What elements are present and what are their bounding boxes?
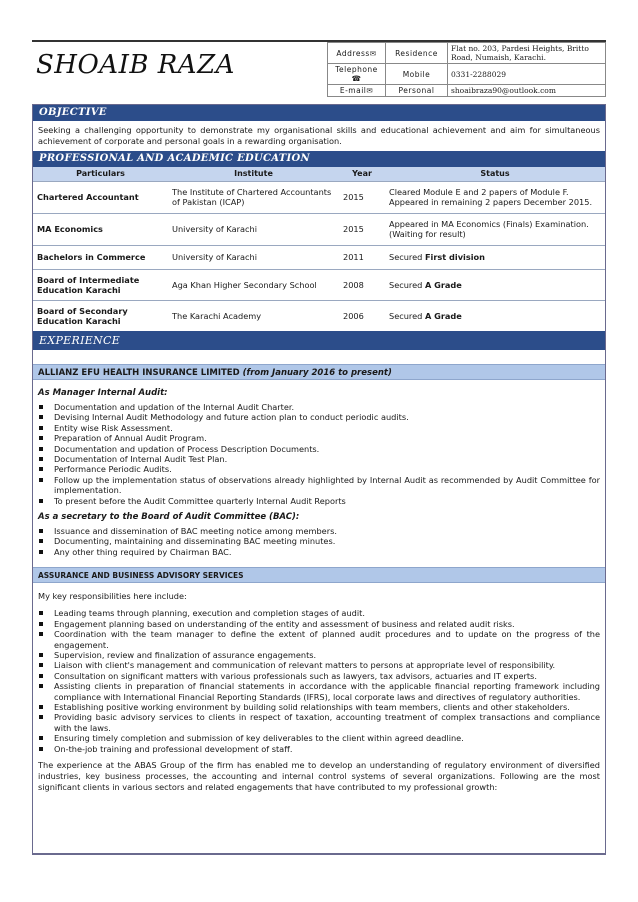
edu-particular: Chartered Accountant — [33, 181, 168, 213]
list-item: Entity wise Risk Assessment. — [38, 423, 600, 433]
list-item: Documenting, maintaining and disseminating BAC meeting minutes. — [38, 536, 600, 546]
edu-status-text: Secured — [389, 252, 425, 262]
edu-year: 2011 — [339, 245, 385, 269]
list-item: Devising Internal Audit Methodology and future action plan to conduct periodic audits. — [38, 412, 600, 422]
education-row — [33, 213, 605, 245]
list-item: Ensuring timely completion and submission of key deliverables to the client within agreed deadline. — [38, 733, 600, 743]
edu-particular: Board of Intermediate Education Karachi — [33, 269, 168, 300]
contact-key: E-mail✉ — [328, 85, 386, 97]
resume-body — [32, 104, 606, 855]
edu-particular: MA Economics — [33, 213, 168, 245]
contact-value: 0331-2288029 — [448, 64, 606, 85]
edu-status-bold: First division — [424, 252, 485, 262]
contact-row-email — [328, 85, 606, 97]
edu-institute: The Karachi Academy — [168, 300, 339, 331]
education-row — [33, 245, 605, 269]
list-item: Preparation of Annual Audit Program. — [38, 433, 600, 443]
list-item: Documentation and updation of the Internal Audit Charter. — [38, 402, 600, 412]
contact-type: Mobile — [386, 64, 448, 85]
resume-page — [32, 40, 606, 855]
edu-status-bold: A Grade — [424, 310, 462, 321]
assurance-list — [33, 606, 605, 756]
list-item: Performance Periodic Audits. — [38, 464, 600, 474]
list-item: Engagement planning based on understanding of the entity and assessment of business and related audit risks. — [38, 619, 600, 629]
edu-institute: The Institute of Chartered Accountants of Pakistan (ICAP) — [168, 181, 339, 213]
education-row — [33, 300, 605, 331]
list-item: Any other thing required by Chairman BAC. — [38, 547, 600, 557]
col-year: Year — [339, 167, 385, 181]
internal-audit-list — [33, 400, 605, 508]
contact-value: shoaibraza90@outlook.com — [448, 85, 606, 97]
candidate-name: SHOAIB RAZA — [36, 50, 235, 80]
list-item: Establishing positive working environment by building solid relationships with team members, clients and other stakeholders. — [38, 702, 600, 712]
col-particulars: Particulars — [33, 167, 168, 181]
allianz-company: ALLIANZ EFU HEALTH INSURANCE LIMITED — [38, 368, 240, 378]
list-item: Providing basic advisory services to clients in respect of taxation, accounting treatment of complex transactions and compliance with the laws. — [38, 712, 600, 733]
contact-row-address — [328, 43, 606, 64]
edu-status-bold: A Grade — [424, 279, 462, 290]
assurance-closing: The experience at the ABAS Group of the firm has enabled me to develop an understanding of regulatory environment of diversified industries, key business processes, the accounting and internal control systems of several organizations. Following are the most significant clients in various sectors and related engagements that have contributed to my professional growth: — [38, 759, 600, 792]
objective-heading: OBJECTIVE — [33, 105, 605, 121]
contact-type: Personal — [386, 85, 448, 97]
education-row — [33, 269, 605, 300]
col-status: Status — [385, 167, 605, 181]
list-item: Supervision, review and finalization of assurance engagements. — [38, 650, 600, 660]
edu-status-text: Secured — [389, 279, 425, 290]
spacer — [33, 559, 605, 567]
edu-institute: Aga Khan Higher Secondary School — [168, 269, 339, 300]
assurance-heading: ASSURANCE AND BUSINESS ADVISORY SERVICES — [33, 567, 605, 583]
allianz-heading — [33, 364, 605, 380]
list-item: On-the-job training and professional development of staff. — [38, 744, 600, 754]
edu-status — [385, 181, 605, 213]
edu-particular: Board of Secondary Education Karachi — [33, 300, 168, 331]
objective-text: Seeking a challenging opportunity to demonstrate my organisational skills and educational achievement and aim for simultaneous achievement of corporate and personal goals in a rewarding organisation. — [38, 125, 600, 146]
contact-type: Residence — [386, 43, 448, 64]
edu-status — [385, 213, 605, 245]
role-internal-audit: As Manager Internal Audit: — [38, 388, 168, 398]
experience-gap — [33, 350, 605, 364]
education-header-row — [33, 167, 605, 181]
list-item: Leading teams through planning, execution and completion stages of audit. — [38, 608, 600, 618]
list-item: Documentation of Internal Audit Test Plan. — [38, 454, 600, 464]
contact-value: Flat no. 203, Pardesi Heights, Britto Road, Numaish, Karachi. — [448, 43, 606, 64]
list-item: Assisting clients in preparation of financial statements in accordance with the applicable financial reporting framework including compliance with International Financial Reporting Standards (IFRS), local corporate laws and directives of regulatory authorities. — [38, 681, 600, 702]
edu-year: 2008 — [339, 269, 385, 300]
edu-institute: University of Karachi — [168, 245, 339, 269]
education-heading: PROFESSIONAL AND ACADEMIC EDUCATION — [33, 151, 605, 167]
edu-institute: University of Karachi — [168, 213, 339, 245]
edu-status-text: Cleared Module E and 2 papers of Module F. Appeared in remaining 2 papers December 2015. — [389, 187, 593, 207]
contact-row-telephone — [328, 64, 606, 85]
list-item: Coordination with the team manager to define the extent of planned audit procedures and to update on the progress of the engagement. — [38, 629, 600, 650]
assurance-intro: My key responsibilities here include: — [38, 591, 187, 602]
edu-status — [385, 245, 605, 269]
bac-list — [33, 524, 605, 559]
edu-particular: Bachelors in Commerce — [33, 245, 168, 269]
list-item: Liaison with client's management and communication of relevant matters to persons at appropriate level of responsibility. — [38, 660, 600, 670]
contact-key: Telephone ☎ — [328, 64, 386, 85]
list-item: Consultation on significant matters with various professionals such as lawyers, tax advisors, actuaries and IT experts. — [38, 671, 600, 681]
edu-status-text: Secured — [389, 310, 425, 321]
contact-key: Address✉ — [328, 43, 386, 64]
experience-heading: EXPERIENCE — [33, 331, 605, 350]
col-institute: Institute — [168, 167, 339, 181]
resume-header — [32, 40, 606, 95]
edu-year: 2015 — [339, 181, 385, 213]
list-item: Issuance and dissemination of BAC meeting notice among members. — [38, 526, 600, 536]
contact-table — [327, 42, 606, 97]
education-table — [33, 167, 605, 331]
list-item: To present before the Audit Committee quarterly Internal Audit Reports — [38, 496, 600, 506]
edu-year: 2006 — [339, 300, 385, 331]
list-item: Follow up the implementation status of observations already highlighted by Internal Audit as recommended by Audit Committee for implementation. — [38, 475, 600, 496]
edu-status — [385, 269, 605, 300]
role-bac-secretary: As a secretary to the Board of Audit Committee (BAC): — [38, 512, 300, 523]
allianz-period: (from January 2016 to present) — [242, 368, 392, 378]
education-row — [33, 181, 605, 213]
edu-year: 2015 — [339, 213, 385, 245]
list-item: Documentation and updation of Process Description Documents. — [38, 444, 600, 454]
edu-status — [385, 300, 605, 331]
edu-status-text: Appeared in MA Economics (Finals) Examination. (Waiting for result) — [389, 219, 589, 239]
